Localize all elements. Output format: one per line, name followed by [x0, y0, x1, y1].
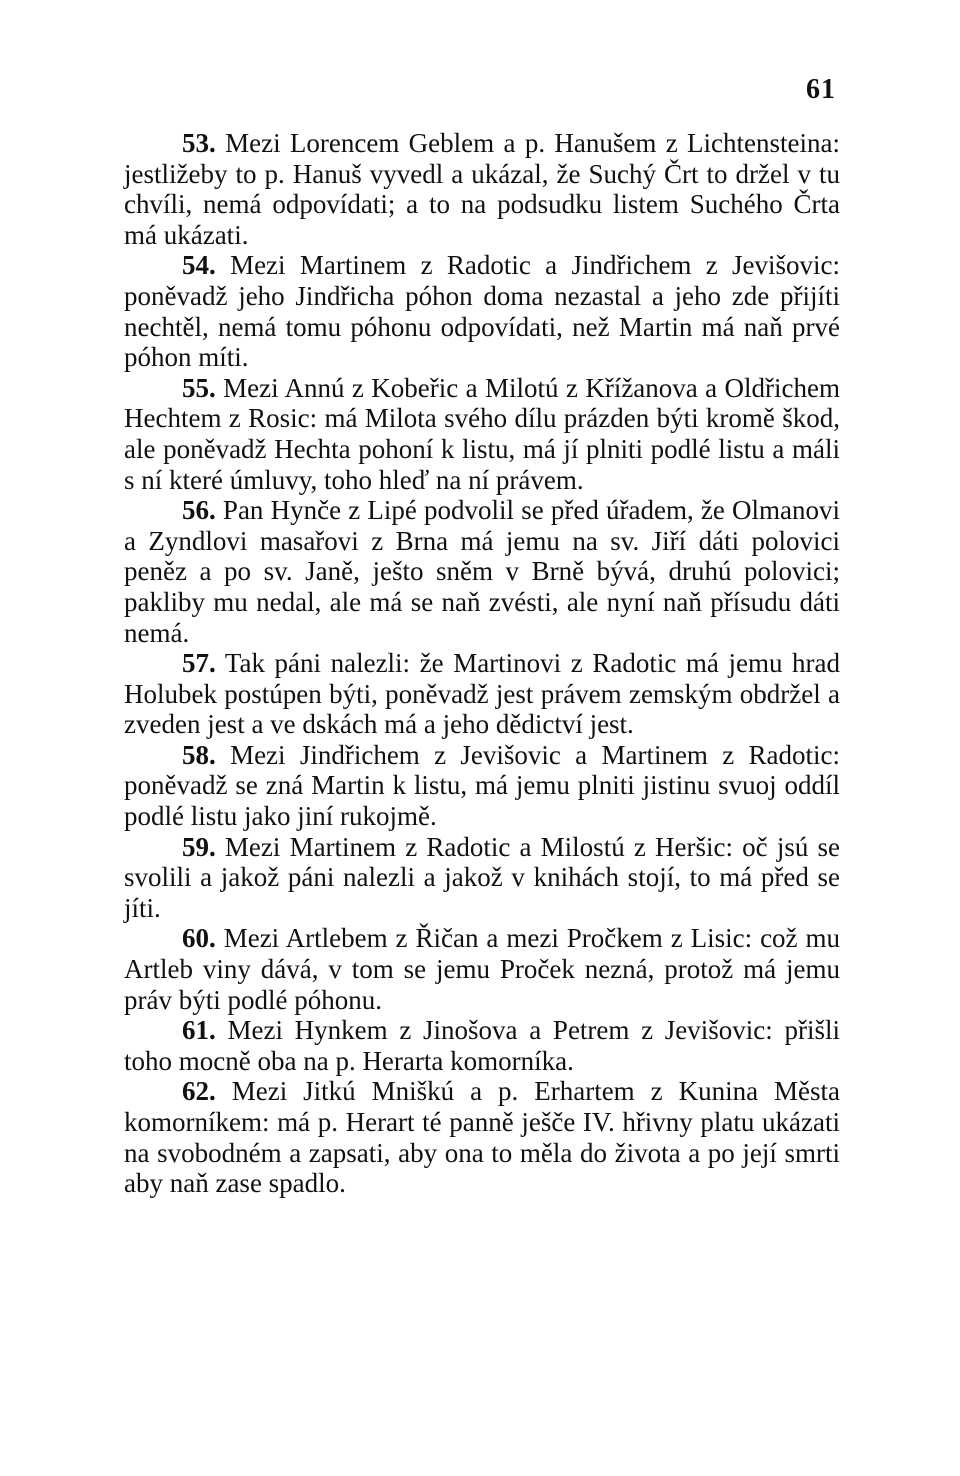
- paragraph-56: [124, 495, 840, 648]
- paragraph-53: [124, 128, 840, 250]
- paragraph-58: [124, 740, 840, 832]
- paragraph-number: 61.: [182, 1015, 216, 1046]
- paragraph-61: [124, 1015, 840, 1076]
- paragraph-59: [124, 832, 840, 924]
- paragraph-55: [124, 373, 840, 495]
- paragraph-text: Mezi Hynkem z Jinošova a Petrem z Jevišovic: přišli toho mocně oba na p. Herarta komorníka.: [124, 1015, 841, 1076]
- paragraph-62: [124, 1076, 840, 1198]
- paragraph-number: 56.: [182, 495, 216, 526]
- paragraph-number: 54.: [182, 250, 216, 281]
- paragraph-text: Tak páni nalezli: že Martinovi z Radotic má jemu hrad Holubek postúpen býti, poněvadž jest právem zemským obdržel a zveden jest a ve dskách má a jeho dědictví jest.: [124, 648, 841, 740]
- paragraph-text: Mezi Martinem z Radotic a Milostú z Heršic: oč jsú se svolili a jakož páni nalezli a jakož v knihách stojí, to má před se jíti.: [124, 831, 840, 923]
- paragraph-57: [124, 648, 840, 740]
- paragraph-text: Mezi Jitkú Mniškú a p. Erhartem z Kunina Města komorníkem: má p. Herart té panně ješče IV. hřivny platu ukázati na svobodném a zapsati, aby ona to měla do života a po její smrti aby naň zase spadlo.: [124, 1076, 841, 1199]
- paragraph-number: 60.: [182, 923, 216, 954]
- paragraph-number: 62.: [182, 1076, 216, 1107]
- paragraph-number: 58.: [182, 739, 216, 770]
- paragraph-text: Pan Hynče z Lipé podvolil se před úřadem, že Olmanovi a Zyndlovi masařovi z Brna má jemu na sv. Jiří dáti polovici peněz a po sv. Janě, ješto sněm v Brně bývá, druhú polovici; pakliby mu nedal, ale má se naň zvésti, ale nyní naň přísudu dáti nemá.: [124, 495, 840, 648]
- paragraph-number: 53.: [182, 128, 216, 158]
- paragraph-text: Mezi Annú z Kobeřic a Milotú z Křížanova a Oldřichem Hechtem z Rosic: má Milota svého dílu prázden býti kromě škod, ale poněvadž Hechta pohoní k listu, má jí plniti podlé listu a máli s ní které úmluvy, toho hleď na ní právem.: [124, 372, 841, 495]
- paragraph-number: 57.: [182, 648, 216, 679]
- page-number: 61: [806, 74, 836, 105]
- paragraph-number: 55.: [182, 372, 216, 403]
- paragraph-text: Mezi Lorencem Geblem a p. Hanušem z Lichtensteina: jestližeby to p. Hanuš vyvedl a ukázal, že Suchý Črt to držel v tu chvíli, nemá odpovídati; a to na podsudku listem Suchého Črta má ukázati.: [124, 128, 840, 250]
- paragraph-54: [124, 250, 840, 372]
- paragraph-number: 59.: [182, 831, 216, 862]
- text-block: [124, 128, 840, 1199]
- paragraph-text: Mezi Martinem z Radotic a Jindřichem z Jevišovic: poněvadž jeho Jindřicha póhon doma nezastal a jeho zde přijíti nechtěl, nemá tomu póhonu odpovídati, než Martin má naň prvé póhon míti.: [124, 250, 841, 373]
- paragraph-text: Mezi Jindřichem z Jevišovic a Martinem z Radotic: poněvadž se zná Martin k listu, má jemu plniti jistinu svuoj oddíl podlé listu jako jiní rukojmě.: [124, 739, 841, 832]
- paragraph-60: [124, 923, 840, 1015]
- paragraph-text: Mezi Artlebem z Řičan a mezi Pročkem z Lisic: což mu Artleb viny dává, v tom se jemu Proček nezná, protož má jemu práv býti podlé póhonu.: [124, 923, 840, 1015]
